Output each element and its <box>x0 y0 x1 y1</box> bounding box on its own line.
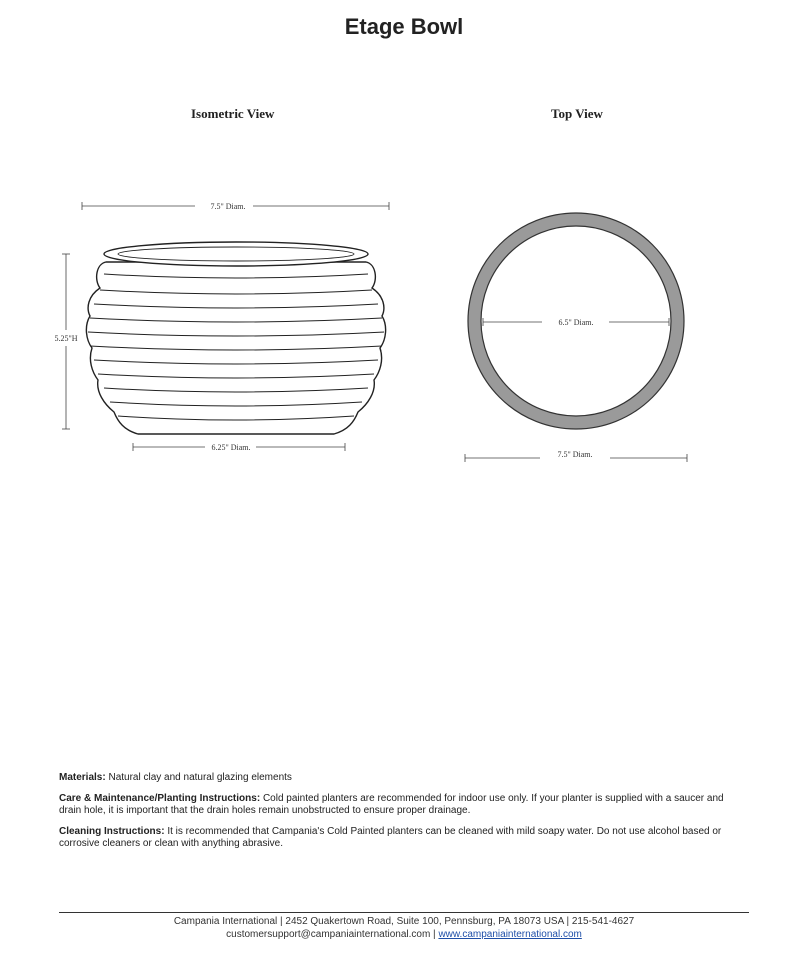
care-text: Cold painted planters are recommended for indoor use only. If your planter is supplied with a saucer and drain hole, it is important that the drain holes remain unobstructed to ensure proper drainage. <box>59 793 724 816</box>
cleaning-text: It is recommended that Campania's Cold Painted planters can be cleaned with mild soapy water. Do not use alcohol based or corrosive cleaners or clean with anything abrasive. <box>59 826 722 849</box>
height-label: 5.25"H <box>54 334 78 343</box>
base-diameter-label: 6.25" Diam. <box>211 443 251 452</box>
footer-divider <box>59 912 749 913</box>
top-view-label: Top View <box>551 106 603 121</box>
isometric-view-label: Isometric View <box>191 106 275 121</box>
footer-separator: | <box>430 929 439 940</box>
care-note <box>59 793 739 817</box>
page-title: Etage Bowl <box>344 14 464 39</box>
cleaning-note <box>59 826 739 850</box>
materials-text: Natural clay and natural glazing elements <box>108 772 292 783</box>
materials-note <box>59 772 739 784</box>
product-notes <box>59 772 739 859</box>
top-diameter-label: 7.5" Diam. <box>210 202 246 211</box>
inner-diameter-label: 6.5" Diam. <box>558 318 594 327</box>
footer-contact <box>0 929 800 940</box>
care-label: Care & Maintenance/Planting Instructions: <box>59 793 261 804</box>
footer-email: customersupport@campaniainternational.com <box>226 929 431 940</box>
footer-address: Campania International | 2452 Quakertown Road, Suite 100, Pennsburg, PA 18073 USA | 215-541-4627 <box>173 916 635 927</box>
cleaning-label: Cleaning Instructions: <box>59 826 165 837</box>
materials-label: Materials: <box>59 772 106 783</box>
outer-diameter-label: 7.5" Diam. <box>557 450 593 459</box>
bowl-isometric <box>86 242 385 434</box>
website-link[interactable]: www.campaniainternational.com <box>438 929 582 940</box>
